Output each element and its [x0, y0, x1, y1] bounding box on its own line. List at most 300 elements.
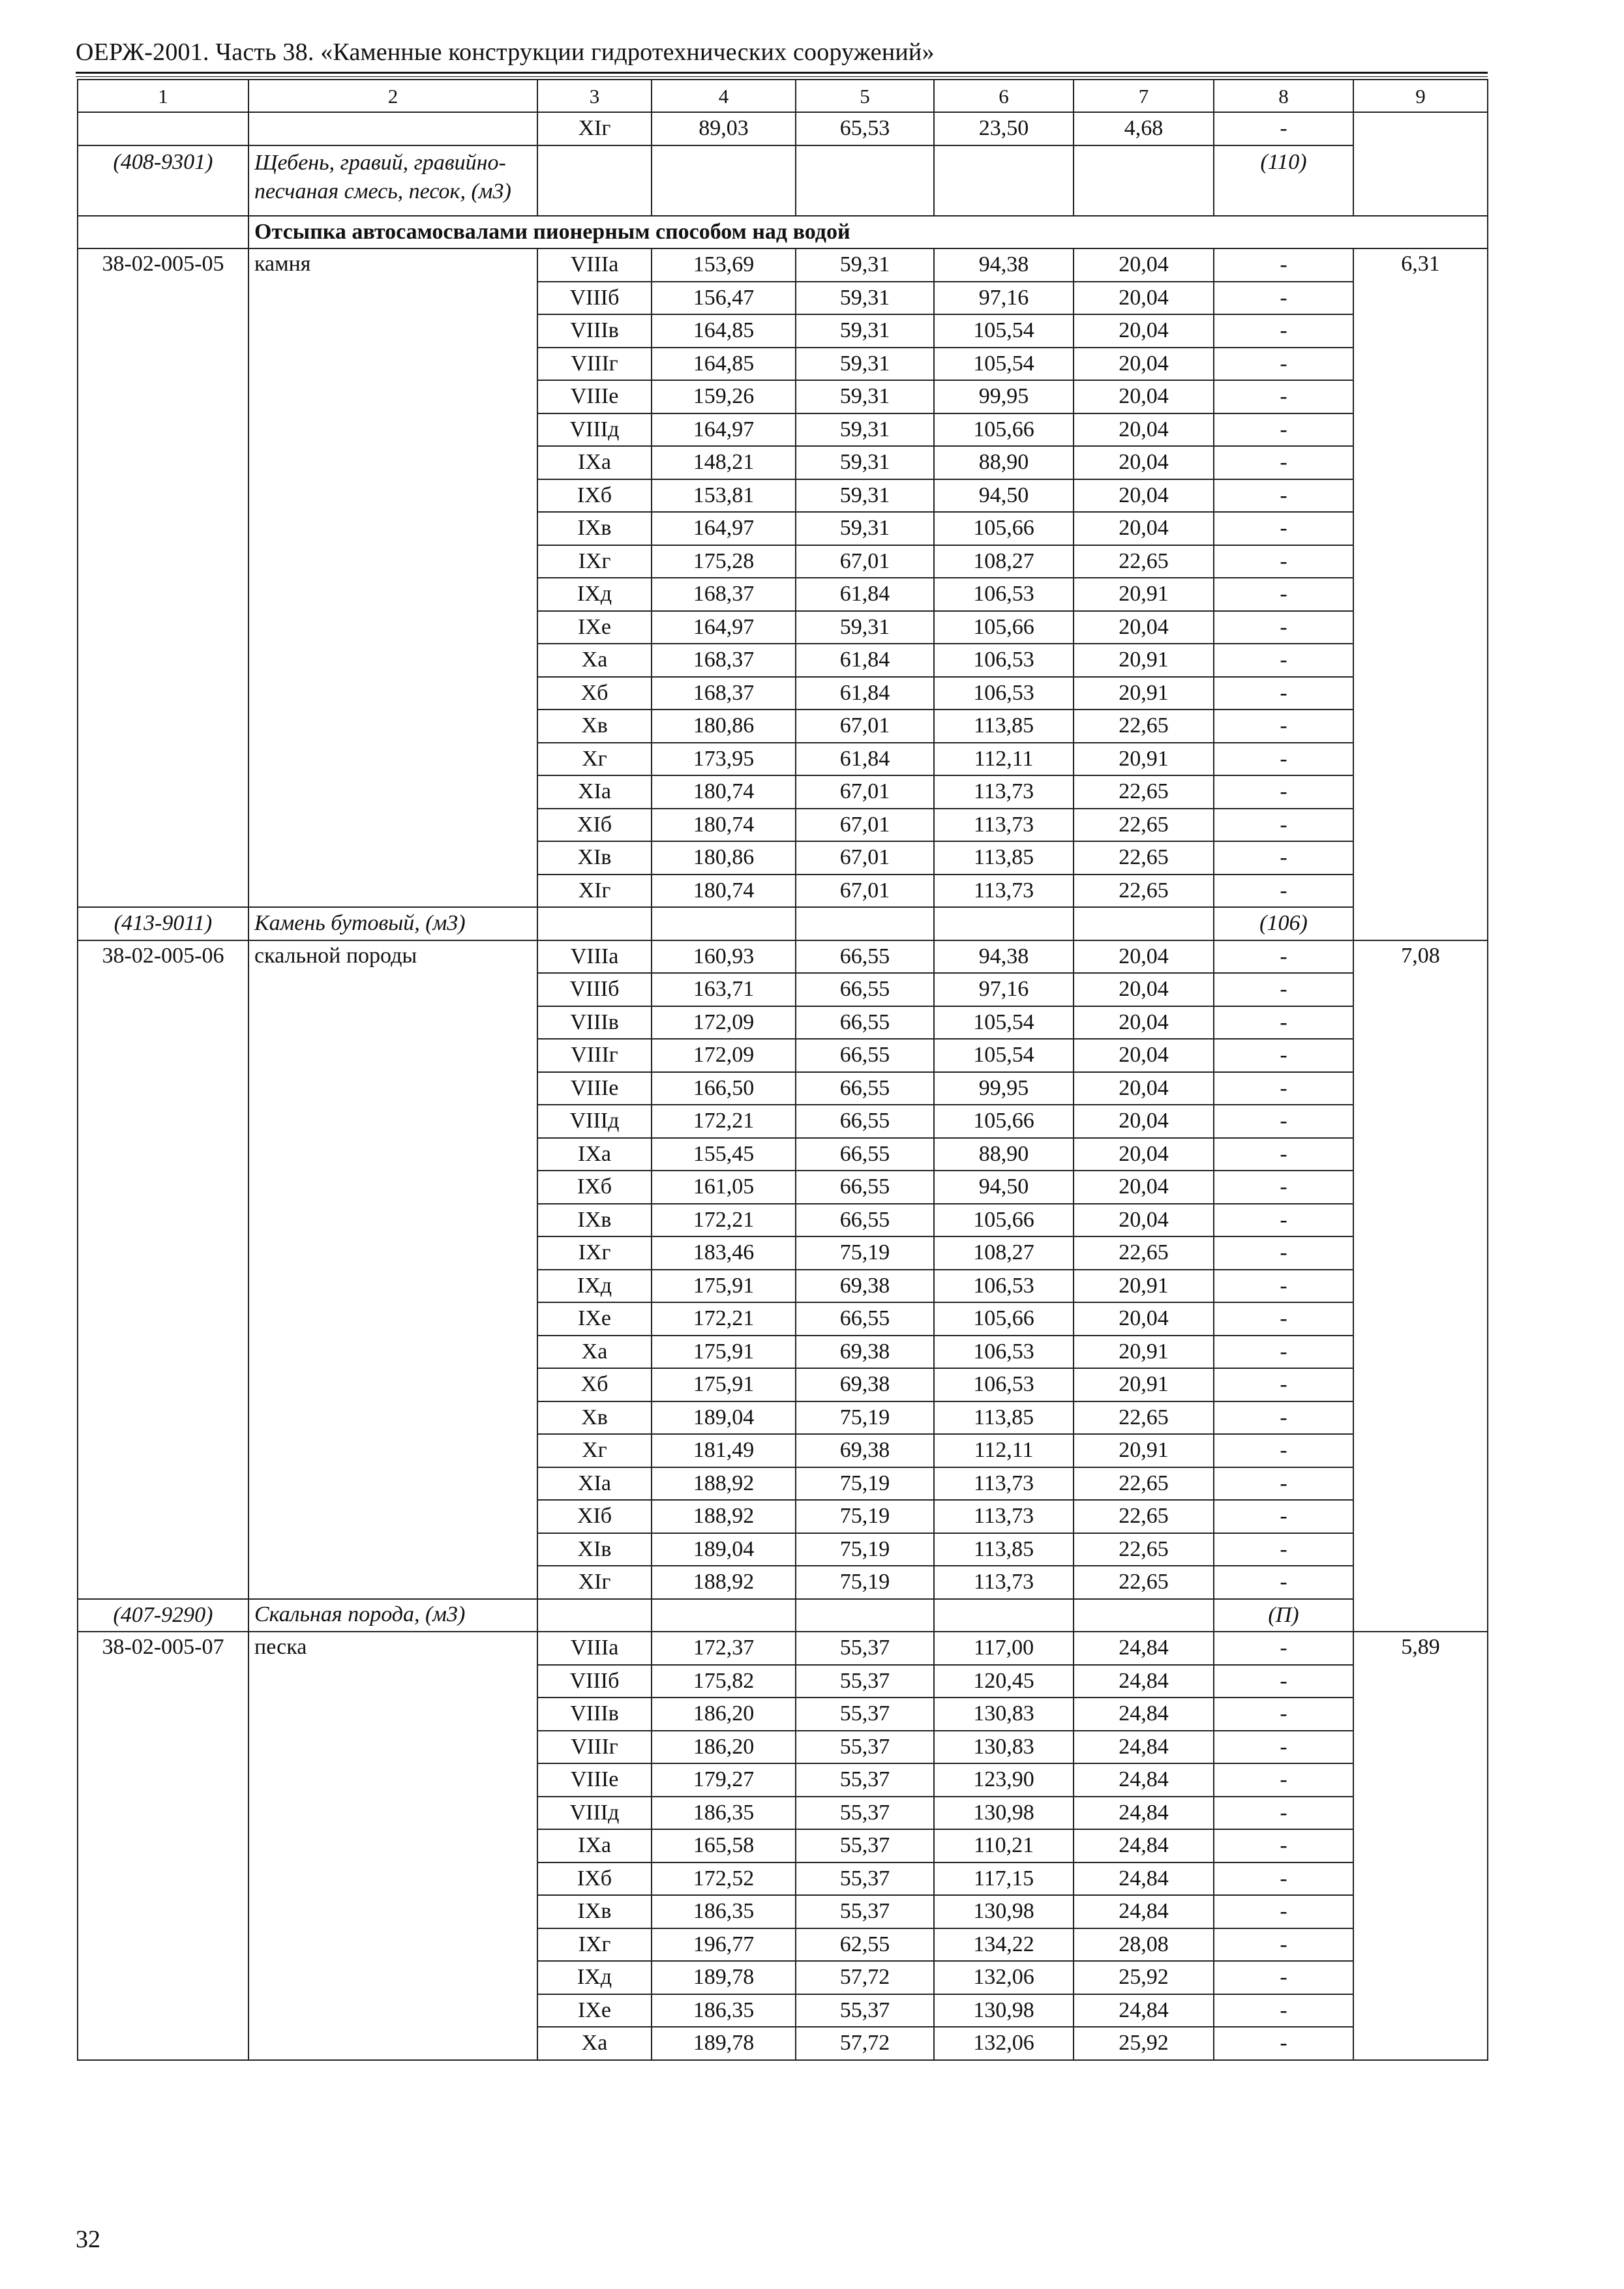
cell-col-7: 20,91: [1074, 578, 1214, 611]
work-name: песка: [248, 1632, 537, 2060]
cell-col-8: -: [1214, 1236, 1353, 1270]
column-number: 5: [796, 80, 934, 112]
cell-col-5: 59,31: [796, 380, 934, 413]
cell-col-6: 94,38: [934, 248, 1074, 282]
cell-col-6: 130,98: [934, 1994, 1074, 2027]
cell-col-3: IXг: [537, 1236, 652, 1270]
header-rule: [76, 72, 1488, 74]
cell-col-7: 28,08: [1074, 1928, 1214, 1962]
cell-col-4: 180,86: [652, 710, 796, 743]
cell-col-6: 97,16: [934, 973, 1074, 1006]
cell-col-6: 105,66: [934, 413, 1074, 447]
cell-col-8: -: [1214, 1434, 1353, 1467]
cell-col-4: 180,74: [652, 775, 796, 809]
cell-col-8: -: [1214, 611, 1353, 644]
cell-col-8: -: [1214, 1039, 1353, 1072]
cell-col-7: 24,84: [1074, 1829, 1214, 1863]
cell-col-3: VIIIв: [537, 1006, 652, 1040]
resource-quantity: (110): [1214, 145, 1353, 216]
cell-col-6: 113,73: [934, 1566, 1074, 1599]
cell-col-5: 59,31: [796, 479, 934, 513]
cell-col-4: 89,03: [652, 112, 796, 145]
cell-col-4: 172,21: [652, 1105, 796, 1138]
norm-code: 38-02-005-07: [78, 1632, 248, 2060]
cell-col-7: 20,04: [1074, 1302, 1214, 1336]
cell-col-7: 24,84: [1074, 1863, 1214, 1896]
cell-col-8: -: [1214, 446, 1353, 479]
resource-quantity: (П): [1214, 1599, 1353, 1632]
cell-col-3: VIIIб: [537, 973, 652, 1006]
cell-col-7: 20,91: [1074, 1368, 1214, 1401]
cell-col-6: 132,06: [934, 2027, 1074, 2060]
cell-col-8: -: [1214, 1928, 1353, 1962]
cell-col-7: 20,91: [1074, 677, 1214, 710]
cell-col-7: 24,84: [1074, 1994, 1214, 2027]
cell-col-8: -: [1214, 348, 1353, 381]
cell-col-5: 55,37: [796, 1895, 934, 1928]
cell-col-6: 105,66: [934, 512, 1074, 545]
table-row: [78, 248, 1488, 282]
cell-col-7: 20,04: [1074, 446, 1214, 479]
cell-col-5: 66,55: [796, 1105, 934, 1138]
cell-col-6: 97,16: [934, 282, 1074, 315]
cell-col-6: 132,06: [934, 1961, 1074, 1994]
cell-col-6: 106,53: [934, 677, 1074, 710]
table-row: [78, 940, 1488, 974]
cell-col-8: -: [1214, 1863, 1353, 1896]
cell-col-3: VIIIб: [537, 282, 652, 315]
cell-col-8: -: [1214, 1368, 1353, 1401]
cell-col-6: 120,45: [934, 1665, 1074, 1698]
cell-col-5: 66,55: [796, 1302, 934, 1336]
cell-col-7: 20,04: [1074, 413, 1214, 447]
cell-col-7: 22,65: [1074, 809, 1214, 842]
cell-col-3: XIг: [537, 1566, 652, 1599]
cell-col-6: 117,15: [934, 1863, 1074, 1896]
cell-col-6: 113,73: [934, 1500, 1074, 1533]
page-number: 32: [76, 2226, 100, 2253]
cell-col-6: 106,53: [934, 1270, 1074, 1303]
cell-col-4: 173,95: [652, 743, 796, 776]
cell-col-5: 57,72: [796, 2027, 934, 2060]
empty-cell: [796, 907, 934, 940]
cell-col-3: VIIIд: [537, 1105, 652, 1138]
cell-col-5: 66,55: [796, 973, 934, 1006]
cell-col-7: 20,04: [1074, 479, 1214, 513]
empty-cell: [537, 907, 652, 940]
cell-col-8: -: [1214, 1533, 1353, 1566]
cell-col-7: 20,04: [1074, 1171, 1214, 1204]
empty-cell: [652, 1599, 796, 1632]
cell-col-5: 67,01: [796, 710, 934, 743]
cell-col-8: -: [1214, 1829, 1353, 1863]
cell-col-7: 22,65: [1074, 775, 1214, 809]
cell-col-4: 189,78: [652, 2027, 796, 2060]
cell-col-6: 112,11: [934, 1434, 1074, 1467]
cell-col-6: 130,83: [934, 1731, 1074, 1764]
empty-cell: [78, 216, 248, 249]
cell-col-4: 175,91: [652, 1336, 796, 1369]
cell-col-8: -: [1214, 479, 1353, 513]
column-number: 6: [934, 80, 1074, 112]
cell-col-4: 175,28: [652, 545, 796, 578]
cell-col-6: 99,95: [934, 380, 1074, 413]
cell-col-5: 66,55: [796, 1039, 934, 1072]
cell-col-3: VIIIе: [537, 1763, 652, 1797]
norms-table: [77, 79, 1488, 2061]
cell-col-4: 181,49: [652, 1434, 796, 1467]
cell-col-4: 148,21: [652, 446, 796, 479]
cell-col-4: 175,91: [652, 1368, 796, 1401]
header-rule-thin: [76, 76, 1488, 77]
cell-col-5: 66,55: [796, 1138, 934, 1171]
cell-col-7: 20,04: [1074, 512, 1214, 545]
cell-col-8: -: [1214, 314, 1353, 348]
cell-col-3: IXв: [537, 512, 652, 545]
cell-col-3: IXе: [537, 1302, 652, 1336]
cell-col-7: 22,65: [1074, 875, 1214, 908]
cell-col-3: IXе: [537, 611, 652, 644]
cell-col-4: 164,85: [652, 314, 796, 348]
cell-col-3: IXд: [537, 1270, 652, 1303]
cell-col-7: 20,04: [1074, 1006, 1214, 1040]
cell-col-4: 164,97: [652, 512, 796, 545]
cell-col-7: 22,65: [1074, 1467, 1214, 1501]
cell-col-6: 105,54: [934, 1039, 1074, 1072]
cell-col-5: 67,01: [796, 775, 934, 809]
resource-code: (408-9301): [78, 145, 248, 216]
cell-col-6: 88,90: [934, 1138, 1074, 1171]
cell-col-7: 20,04: [1074, 1072, 1214, 1105]
cell-col-7: 22,65: [1074, 1236, 1214, 1270]
cell-col-3: VIIIг: [537, 1731, 652, 1764]
cell-col-4: 156,47: [652, 282, 796, 315]
cell-col-6: 105,54: [934, 348, 1074, 381]
cell-col-5: 67,01: [796, 545, 934, 578]
section-heading: Отсыпка автосамосвалами пионерным способом над водой: [248, 216, 1488, 249]
cell-col-5: 59,31: [796, 512, 934, 545]
cell-col-3: VIIIг: [537, 1039, 652, 1072]
cell-col-7: 24,84: [1074, 1698, 1214, 1731]
resource-name: Камень бутовый, (м3): [248, 907, 537, 940]
cell-col-4: 159,26: [652, 380, 796, 413]
cell-col-6: 113,73: [934, 809, 1074, 842]
cell-col-7: 24,84: [1074, 1797, 1214, 1830]
cell-col-7: 20,04: [1074, 1138, 1214, 1171]
cell-col-5: 59,31: [796, 348, 934, 381]
cell-col-5: 67,01: [796, 875, 934, 908]
cell-col-3: Xб: [537, 1368, 652, 1401]
cell-col-8: -: [1214, 1336, 1353, 1369]
cell-col-5: 66,55: [796, 1072, 934, 1105]
resource-name: Щебень, гравий, гравийно-песчаная смесь, песок, (м3): [248, 145, 537, 216]
cell-col-4: 164,97: [652, 413, 796, 447]
resource-quantity: (106): [1214, 907, 1353, 940]
cell-col-5: 59,31: [796, 282, 934, 315]
cell-col-7: 22,65: [1074, 841, 1214, 875]
cell-col-8: -: [1214, 1632, 1353, 1665]
cell-col-6: 106,53: [934, 1336, 1074, 1369]
cell-col-4: 161,05: [652, 1171, 796, 1204]
cell-col-3: VIIIд: [537, 1797, 652, 1830]
cell-col-3: XIг: [537, 112, 652, 145]
work-name: скальной породы: [248, 940, 537, 1599]
cell-col-8: -: [1214, 545, 1353, 578]
cell-col-6: 123,90: [934, 1763, 1074, 1797]
cell-col-6: 99,95: [934, 1072, 1074, 1105]
cell-col-3: XIг: [537, 875, 652, 908]
cell-col-6: 113,73: [934, 775, 1074, 809]
cell-col-4: 172,09: [652, 1039, 796, 1072]
cell-col-7: 20,91: [1074, 743, 1214, 776]
empty-cell: [537, 1599, 652, 1632]
cell-col-7: 24,84: [1074, 1632, 1214, 1665]
cell-col-3: Xв: [537, 1401, 652, 1435]
cell-col-4: 183,46: [652, 1236, 796, 1270]
cell-col-8: -: [1214, 1270, 1353, 1303]
cell-col-8: -: [1214, 1961, 1353, 1994]
cell-col-7: 24,84: [1074, 1731, 1214, 1764]
cell-col-8: -: [1214, 973, 1353, 1006]
cell-col-5: 61,84: [796, 644, 934, 677]
cell-col-8: -: [1214, 677, 1353, 710]
cell-col-6: 130,98: [934, 1895, 1074, 1928]
cell-col-7: 22,65: [1074, 1500, 1214, 1533]
cell-col-4: 168,37: [652, 644, 796, 677]
cell-col-4: 180,74: [652, 875, 796, 908]
cell-col-5: 66,55: [796, 940, 934, 974]
empty-cell: [1074, 1599, 1214, 1632]
cell-col-4: 188,92: [652, 1500, 796, 1533]
cell-col-8: -: [1214, 512, 1353, 545]
cell-col-7: 20,04: [1074, 314, 1214, 348]
cell-col-5: 66,55: [796, 1204, 934, 1237]
cell-col-8: -: [1214, 940, 1353, 974]
cell-col-5: 59,31: [796, 611, 934, 644]
cell-col-6: 106,53: [934, 578, 1074, 611]
cell-col-7: 25,92: [1074, 1961, 1214, 1994]
cell-col-4: 188,92: [652, 1566, 796, 1599]
column-number-row: [78, 80, 1488, 112]
cell-col-3: XIа: [537, 775, 652, 809]
page-title: ОЕРЖ-2001. Часть 38. «Каменные конструкции гидротехнических сооружений»: [76, 38, 935, 66]
cell-col-8: -: [1214, 1797, 1353, 1830]
cell-col-4: 155,45: [652, 1138, 796, 1171]
cell-col-3: IXа: [537, 446, 652, 479]
empty-cell: [796, 145, 934, 216]
cell-col-5: 61,84: [796, 743, 934, 776]
cell-col-4: 172,37: [652, 1632, 796, 1665]
cell-col-3: IXг: [537, 1928, 652, 1962]
cell-col-5: 69,38: [796, 1270, 934, 1303]
cell-col-7: 25,92: [1074, 2027, 1214, 2060]
cell-col-5: 65,53: [796, 112, 934, 145]
empty-cell: [1353, 112, 1488, 216]
empty-cell: [934, 1599, 1074, 1632]
cell-col-3: IXа: [537, 1138, 652, 1171]
cell-col-4: 164,97: [652, 611, 796, 644]
norm-code: 38-02-005-05: [78, 248, 248, 907]
resource-code: (413-9011): [78, 907, 248, 940]
cell-col-3: VIIIа: [537, 248, 652, 282]
cell-col-3: IXе: [537, 1994, 652, 2027]
cell-col-7: 24,84: [1074, 1665, 1214, 1698]
cell-col-4: 186,35: [652, 1994, 796, 2027]
cell-col-4: 180,74: [652, 809, 796, 842]
cell-col-3: XIб: [537, 809, 652, 842]
cell-col-6: 105,54: [934, 1006, 1074, 1040]
cell-col-3: VIIIв: [537, 314, 652, 348]
cell-col-3: Xг: [537, 743, 652, 776]
cell-col-8: -: [1214, 841, 1353, 875]
cell-col-8: -: [1214, 1105, 1353, 1138]
cell-col-7: 22,65: [1074, 1401, 1214, 1435]
cell-col-6: 106,53: [934, 1368, 1074, 1401]
resource-row: [78, 145, 1488, 216]
cell-col-7: 20,91: [1074, 1270, 1214, 1303]
cell-col-5: 67,01: [796, 841, 934, 875]
cell-col-6: 134,22: [934, 1928, 1074, 1962]
cell-col-3: Xа: [537, 1336, 652, 1369]
cell-col-8: -: [1214, 1138, 1353, 1171]
cell-col-8: -: [1214, 380, 1353, 413]
empty-cell: [934, 907, 1074, 940]
cell-col-5: 62,55: [796, 1928, 934, 1962]
cell-col-5: 69,38: [796, 1434, 934, 1467]
cell-col-5: 59,31: [796, 314, 934, 348]
cell-col-4: 168,37: [652, 578, 796, 611]
cell-col-7: 20,04: [1074, 282, 1214, 315]
cell-col-4: 153,81: [652, 479, 796, 513]
cell-col-3: XIа: [537, 1467, 652, 1501]
cell-col-5: 75,19: [796, 1467, 934, 1501]
column-number: 3: [537, 80, 652, 112]
cell-col-4: 165,58: [652, 1829, 796, 1863]
resource-name: Скальная порода, (м3): [248, 1599, 537, 1632]
column-number: 7: [1074, 80, 1214, 112]
cell-col-4: 172,09: [652, 1006, 796, 1040]
cell-col-6: 113,85: [934, 841, 1074, 875]
cell-col-6: 105,66: [934, 1204, 1074, 1237]
cell-col-6: 105,66: [934, 611, 1074, 644]
cell-col-8: -: [1214, 578, 1353, 611]
cell-col-6: 110,21: [934, 1829, 1074, 1863]
cell-col-5: 69,38: [796, 1368, 934, 1401]
empty-cell: [652, 907, 796, 940]
column-number: 2: [248, 80, 537, 112]
col9-value: 7,08: [1353, 940, 1488, 1632]
cell-col-3: VIIIа: [537, 1632, 652, 1665]
cell-col-5: 75,19: [796, 1236, 934, 1270]
cell-col-3: XIв: [537, 841, 652, 875]
cell-col-8: -: [1214, 1994, 1353, 2027]
cell-col-3: Xа: [537, 2027, 652, 2060]
cell-col-6: 105,54: [934, 314, 1074, 348]
cell-col-6: 117,00: [934, 1632, 1074, 1665]
empty-cell: [1074, 907, 1214, 940]
cell-col-5: 55,37: [796, 1863, 934, 1896]
cell-col-6: 88,90: [934, 446, 1074, 479]
cell-col-3: IXг: [537, 545, 652, 578]
cell-col-4: 189,04: [652, 1401, 796, 1435]
cell-col-5: 67,01: [796, 809, 934, 842]
cell-col-8: -: [1214, 1006, 1353, 1040]
cell-col-5: 55,37: [796, 1665, 934, 1698]
cell-col-5: 66,55: [796, 1006, 934, 1040]
cell-col-7: 20,04: [1074, 348, 1214, 381]
column-number: 1: [78, 80, 248, 112]
cell-col-6: 23,50: [934, 112, 1074, 145]
cell-col-4: 189,78: [652, 1961, 796, 1994]
norm-code: 38-02-005-06: [78, 940, 248, 1599]
cell-col-8: -: [1214, 1500, 1353, 1533]
cell-col-3: IXд: [537, 578, 652, 611]
table-row: [78, 112, 1488, 145]
cell-col-5: 61,84: [796, 578, 934, 611]
empty-cell: [537, 145, 652, 216]
cell-col-7: 20,04: [1074, 940, 1214, 974]
section-heading-row: [78, 216, 1488, 249]
cell-col-6: 113,73: [934, 875, 1074, 908]
cell-col-4: 186,35: [652, 1895, 796, 1928]
cell-col-7: 20,04: [1074, 1105, 1214, 1138]
cell-col-7: 4,68: [1074, 112, 1214, 145]
cell-col-4: 175,91: [652, 1270, 796, 1303]
cell-col-8: -: [1214, 1302, 1353, 1336]
cell-col-7: 20,04: [1074, 1039, 1214, 1072]
cell-col-3: IXб: [537, 1863, 652, 1896]
cell-col-7: 20,04: [1074, 1204, 1214, 1237]
cell-col-7: 24,84: [1074, 1763, 1214, 1797]
cell-col-3: XIв: [537, 1533, 652, 1566]
column-number: 4: [652, 80, 796, 112]
cell-col-5: 59,31: [796, 248, 934, 282]
cell-col-3: VIIIе: [537, 1072, 652, 1105]
cell-col-3: IXа: [537, 1829, 652, 1863]
cell-col-6: 106,53: [934, 644, 1074, 677]
cell-col-7: 20,04: [1074, 611, 1214, 644]
cell-col-3: IXв: [537, 1204, 652, 1237]
empty-cell: [78, 112, 248, 145]
cell-col-8: -: [1214, 2027, 1353, 2060]
col9-value: 6,31: [1353, 248, 1488, 940]
cell-col-5: 55,37: [796, 1994, 934, 2027]
cell-col-5: 59,31: [796, 413, 934, 447]
norms-table-wrapper: [77, 79, 1487, 2061]
cell-col-3: VIIIб: [537, 1665, 652, 1698]
cell-col-8: -: [1214, 743, 1353, 776]
resource-code: (407-9290): [78, 1599, 248, 1632]
empty-cell: [1074, 145, 1214, 216]
cell-col-8: -: [1214, 1698, 1353, 1731]
cell-col-4: 163,71: [652, 973, 796, 1006]
cell-col-3: VIIIв: [537, 1698, 652, 1731]
column-number: 8: [1214, 80, 1353, 112]
cell-col-5: 75,19: [796, 1533, 934, 1566]
cell-col-6: 108,27: [934, 1236, 1074, 1270]
cell-col-5: 57,72: [796, 1961, 934, 1994]
cell-col-8: -: [1214, 413, 1353, 447]
cell-col-7: 20,91: [1074, 1434, 1214, 1467]
cell-col-7: 22,65: [1074, 1566, 1214, 1599]
table-row: [78, 1632, 1488, 1665]
cell-col-4: 186,35: [652, 1797, 796, 1830]
cell-col-5: 75,19: [796, 1566, 934, 1599]
cell-col-4: 166,50: [652, 1072, 796, 1105]
cell-col-8: -: [1214, 1731, 1353, 1764]
empty-cell: [652, 145, 796, 216]
cell-col-8: -: [1214, 1467, 1353, 1501]
